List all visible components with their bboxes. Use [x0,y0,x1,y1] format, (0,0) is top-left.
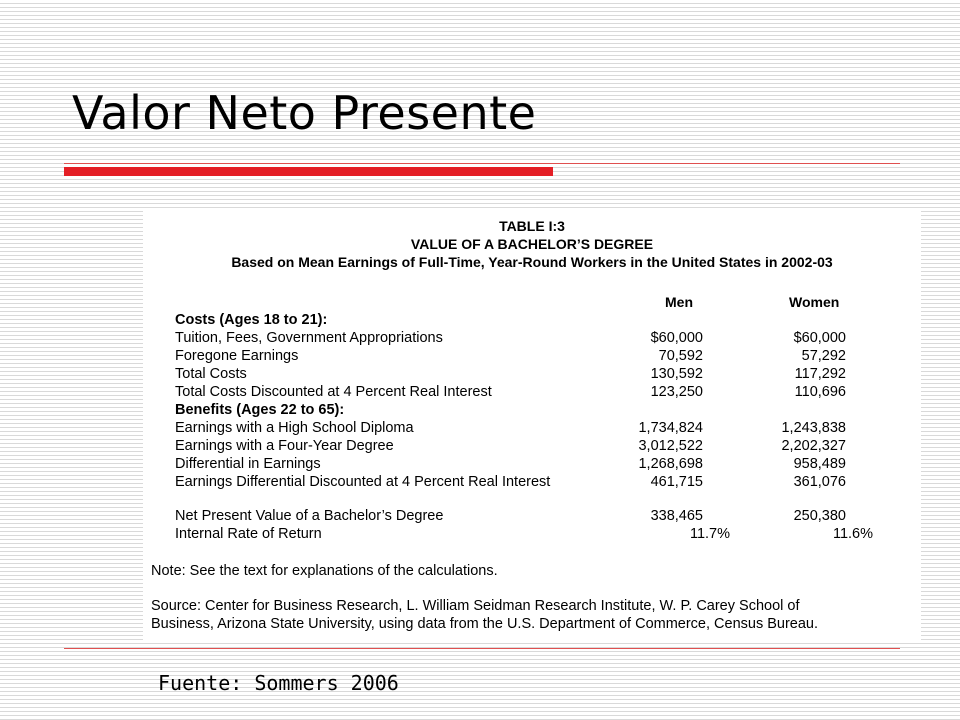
row-label: Earnings Differential Discounted at 4 Percent Real Interest [175,474,551,490]
table-source-line: Business, Arizona State University, using data from the U.S. Department of Commerce, Census Bureau. [151,616,819,632]
row-label: Costs (Ages 18 to 21): [175,312,328,328]
men-value: 123,250 [650,384,703,400]
men-value: 338,465 [650,508,703,524]
men-value: 70,592 [658,348,703,364]
women-value: 250,380 [793,508,846,524]
men-value: 1,268,698 [638,456,703,472]
women-value: 1,243,838 [781,420,846,436]
women-value: 110,696 [794,384,846,400]
slide-title: Valor Neto Presente [72,86,537,140]
women-value: 117,292 [794,366,846,382]
men-value: 1,734,824 [638,420,703,436]
table-subtitle: Based on Mean Earnings of Full-Time, Year-Round Workers in the United States in 2002-03 [231,254,833,270]
row-label: Total Costs [175,366,247,382]
section-row-costs [175,311,885,329]
table-title: VALUE OF A BACHELOR’S DEGREE [410,236,654,252]
column-header-men: Men [665,294,693,310]
bottom-divider-line [64,648,900,649]
table-row [175,419,885,437]
table-note: Note: See the text for explanations of the calculations. [151,563,498,579]
men-value: 3,012,522 [638,438,703,454]
row-label: Earnings with a Four-Year Degree [175,438,394,454]
women-value: 11.6% [832,526,873,542]
row-label: Tuition, Fees, Government Appropriations [175,330,443,346]
row-label: Internal Rate of Return [175,526,322,542]
title-divider-line [64,163,900,164]
women-value: $60,000 [793,330,846,346]
table-row [175,507,885,525]
table-row [175,347,885,365]
women-value: 57,292 [801,348,846,364]
row-label: Differential in Earnings [175,456,321,472]
women-value: 361,076 [793,474,846,490]
women-value: 958,489 [793,456,846,472]
row-label: Benefits (Ages 22 to 65): [175,402,345,418]
men-value: $60,000 [650,330,703,346]
table-row [175,329,885,347]
source-caption: Fuente: Sommers 2006 [158,671,399,695]
table-number: TABLE I:3 [499,218,565,234]
row-label: Net Present Value of a Bachelor’s Degree [175,508,444,524]
table-source-line: Source: Center for Business Research, L. William Seidman Research Institute, W. P. Carey School of [151,598,800,614]
row-label: Total Costs Discounted at 4 Percent Real Interest [175,384,492,400]
men-value: 130,592 [650,366,703,382]
table-row [175,365,885,383]
table-row [175,473,885,491]
table-row [175,437,885,455]
column-header-women: Women [789,294,840,310]
row-label: Earnings with a High School Diploma [175,420,414,436]
table-row [175,525,885,543]
section-row-benefits [175,401,885,419]
women-value: 2,202,327 [781,438,846,454]
row-label: Foregone Earnings [175,348,299,364]
men-value: 11.7% [689,526,730,542]
table-figure [143,209,921,640]
title-accent-bar [64,167,553,176]
table-row [175,455,885,473]
men-value: 461,715 [650,474,703,490]
table-row [175,383,885,401]
